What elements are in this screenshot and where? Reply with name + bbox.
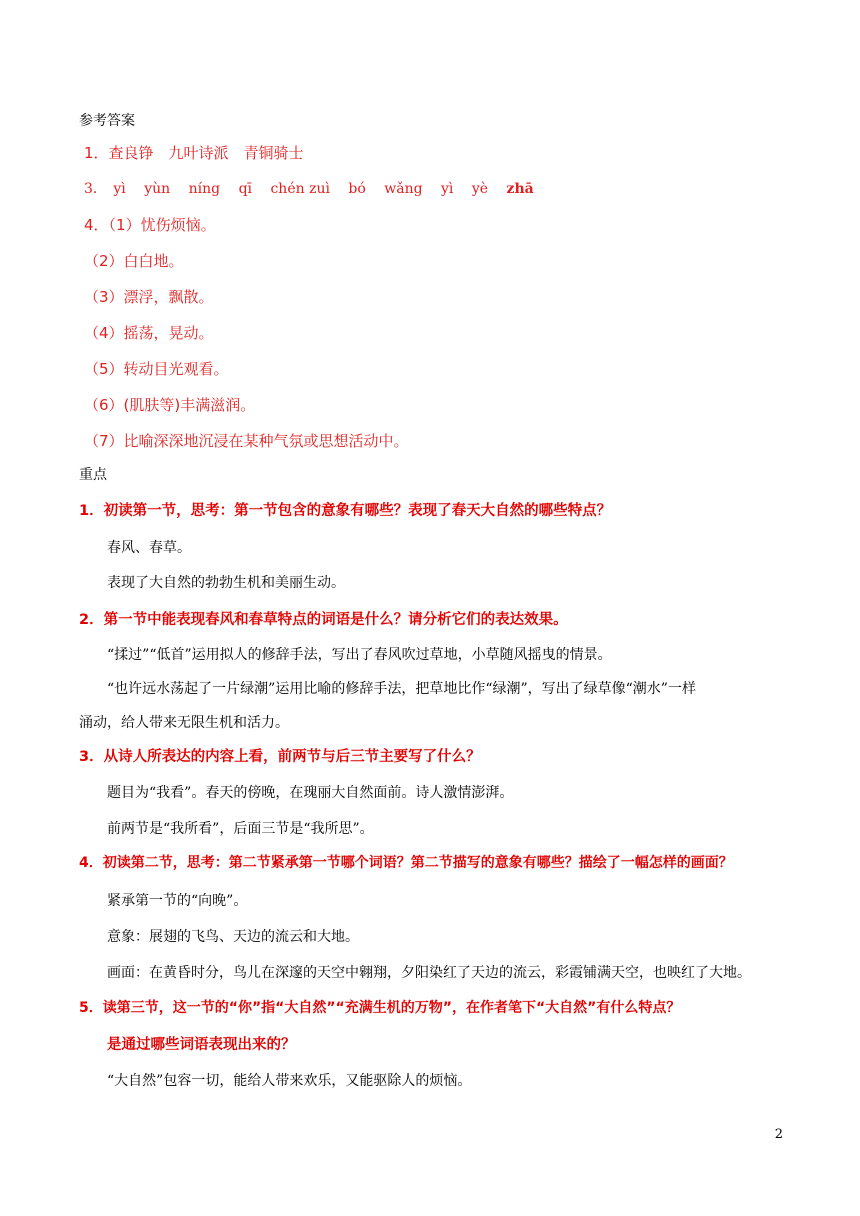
answer-line: “揉过”“低首”运用拟人的修辞手法，写出了春风吹过草地，小草随风摇曳的情景。 (107, 647, 612, 663)
answer-line: 春风、春草。 (107, 540, 191, 556)
question-5-continued: 是通过哪些词语表现出来的？ (107, 1037, 296, 1053)
answer-line: “大自然”包容一切，能给人带来欢乐，又能驱除人的烦恼。 (107, 1073, 472, 1089)
pinyin-item: qī (238, 181, 253, 197)
answer-line: 题目为“我看”。春天的傍晚，在瑰丽大自然面前。诗人激情澎湃。 (107, 785, 514, 801)
pinyin-item: yè (471, 181, 489, 197)
answer-4-5: （5）转动目光观看。 (84, 360, 229, 378)
answer-line: 紧承第一节的“向晚”。 (107, 893, 248, 909)
answers-section-title: 参考答案 (79, 113, 135, 129)
answer-line: 意象：展翅的飞鸟、天边的流云和大地。 (107, 929, 359, 945)
question-1: 1．初读第一节，思考：第一节包含的意象有哪些？表现了春天大自然的哪些特点？ (79, 503, 612, 519)
answer-3-prefix: 3． (84, 181, 107, 197)
pinyin-item: yì (441, 181, 454, 197)
answer-4-6: （6）(肌肤等)丰满滋润。 (84, 396, 256, 414)
answer-4-2: （2）白白地。 (84, 252, 184, 270)
pinyin-item: yùn (144, 181, 171, 197)
page-number: 2 (774, 1127, 783, 1142)
pinyin-item-bold: zhā (506, 181, 534, 197)
answer-4-7: （7）比喻深深地沉浸在某种气氛或思想活动中。 (84, 432, 409, 450)
answer-4-4: （4）摇荡，晃动。 (84, 324, 214, 342)
pinyin-item: yì (113, 181, 126, 197)
pinyin-item: chén zuì (270, 181, 330, 197)
answer-4-1: 4．（1）忧伤烦恼。 (84, 216, 216, 234)
question-2: 2．第一节中能表现春风和春草特点的词语是什么？请分析它们的表达效果。 (79, 612, 568, 628)
question-3: 3．从诗人所表达的内容上看，前两节与后三节主要写了什么？ (79, 749, 481, 765)
answer-1: 1．查良铮 九叶诗派 青铜骑士 (84, 144, 304, 162)
question-5: 5．读第三节，这一节的“你”指“大自然”“充满生机的万物”，在作者笔下“大自然”有什么特点？ (79, 1000, 681, 1016)
answer-3-pinyin (84, 178, 548, 198)
answer-4-3: （3）漂浮，飘散。 (84, 288, 214, 306)
question-4: 4．初读第二节，思考：第二节紧承第一节哪个词语？第二节描写的意象有哪些？描绘了一幅怎样的画面？ (79, 855, 733, 871)
answer-line: 涌动，给人带来无限生机和活力。 (79, 715, 289, 731)
pinyin-item: níng (188, 181, 221, 197)
answer-line: 表现了大自然的勃勃生机和美丽生动。 (107, 575, 345, 591)
answer-line: 画面：在黄昏时分，鸟儿在深邃的天空中翱翔，夕阳染红了天边的流云，彩霞铺满天空，也映红了大地。 (107, 965, 751, 981)
pinyin-item: wǎng (384, 181, 423, 197)
key-section-title: 重点 (79, 467, 107, 483)
pinyin-item: bó (348, 181, 366, 197)
answer-line: 前两节是“我所看”，后面三节是“我所思”。 (107, 821, 374, 837)
answer-line: “也许远水荡起了一片绿潮”运用比喻的修辞手法，把草地比作“绿潮”，写出了绿草像“潮水”一样 (107, 681, 696, 697)
